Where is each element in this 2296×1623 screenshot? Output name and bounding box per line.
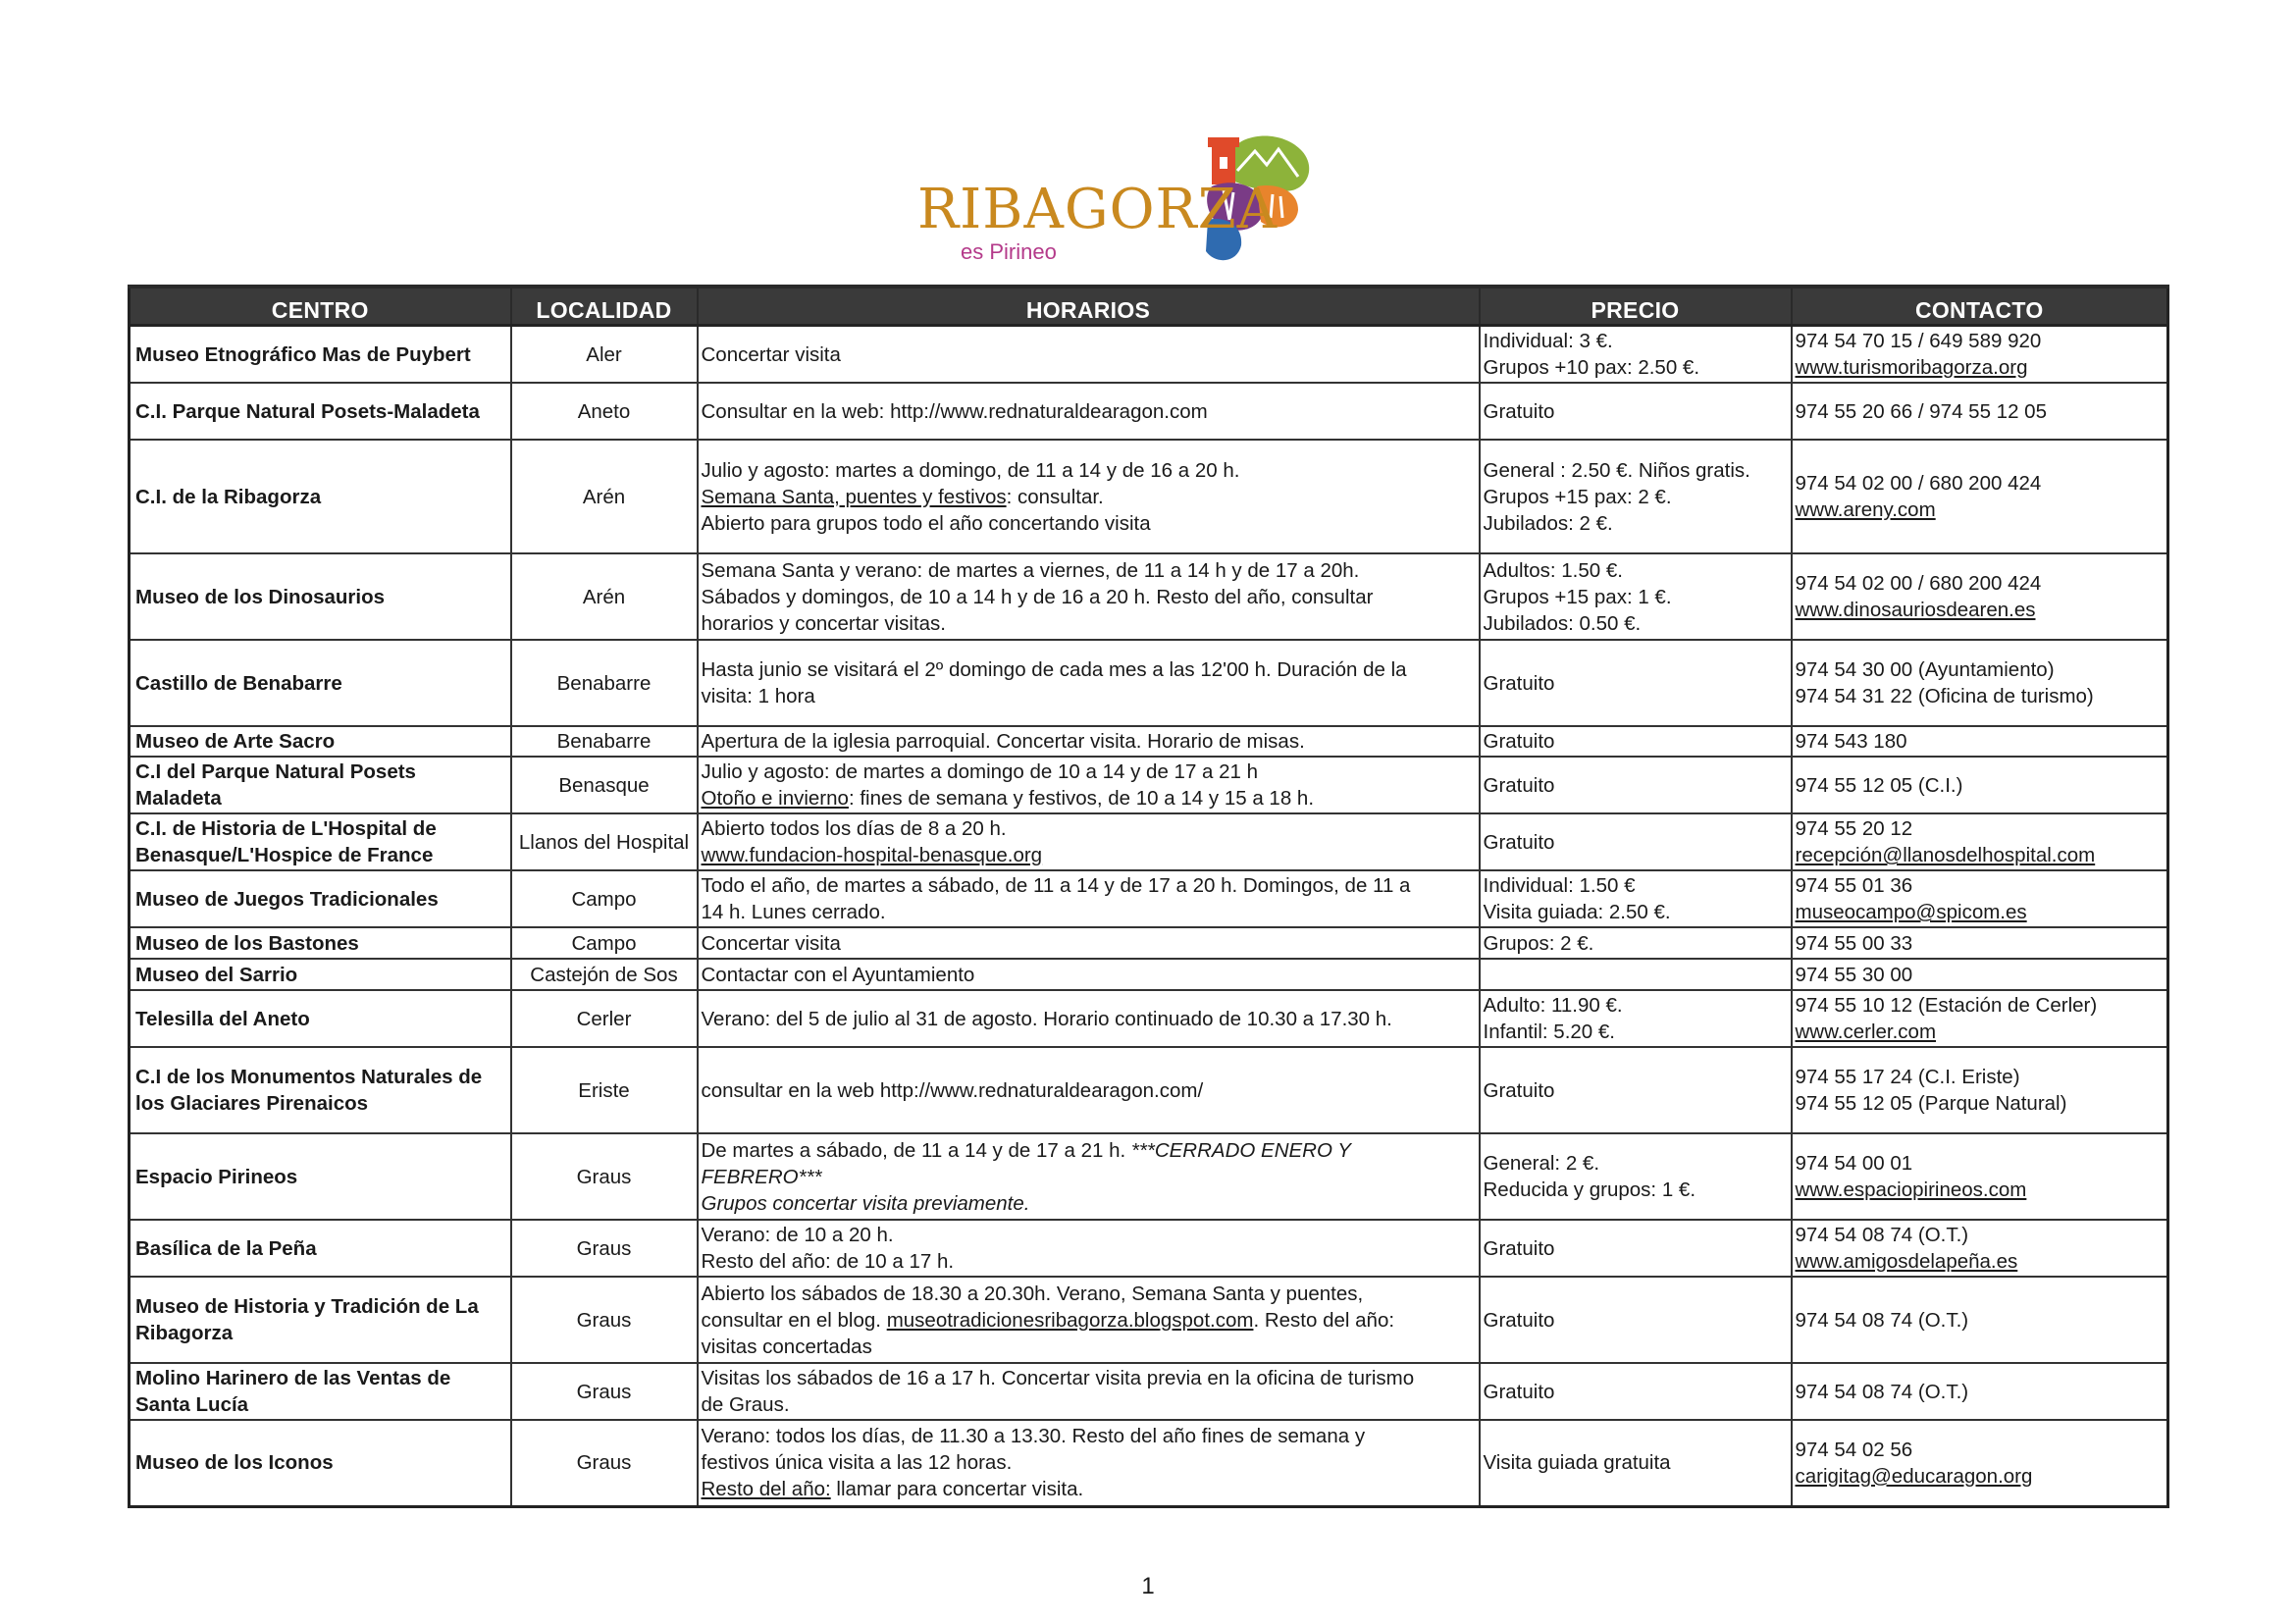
contacto-cell <box>1792 383 2168 440</box>
website-link[interactable]: www.espaciopirineos.com <box>1795 1178 2027 1201</box>
table-row <box>130 927 2168 959</box>
centro-cell: Museo del Sarrio <box>130 959 511 990</box>
centro-cell: Museo Etnográfico Mas de Puybert <box>130 326 511 384</box>
precio-line: Individual: 1.50 € <box>1483 874 1636 897</box>
precio-line: Visita guiada gratuita <box>1483 1451 1671 1475</box>
horarios-line: Apertura de la iglesia parroquial. Concertar visita. Horario de misas. <box>701 730 1305 753</box>
horarios-line: Todo el año, de martes a sábado, de 11 a 14 y de 17 a 20 h. Domingos, de 11 a <box>701 874 1411 897</box>
horarios-cell <box>698 1133 1480 1220</box>
website-link[interactable]: www.fundacion-hospital-benasque.org <box>701 844 1043 866</box>
localidad-cell: Aler <box>511 326 698 384</box>
contacto-cell <box>1792 927 2168 959</box>
precio-cell <box>1480 927 1792 959</box>
horarios-text: : fines de semana y festivos, de 10 a 14 y 15 a 18 h. <box>848 787 1315 810</box>
precio-cell <box>1480 959 1792 990</box>
localidad-cell: Benasque <box>511 757 698 813</box>
website-link[interactable]: www.amigosdelapeña.es <box>1795 1250 2018 1273</box>
precio-line: Gratuito <box>1483 773 1555 797</box>
contacto-cell <box>1792 640 2168 726</box>
localidad-cell: Arén <box>511 440 698 553</box>
underlined-text: Resto del año: <box>701 1478 831 1501</box>
localidad-cell: Eriste <box>511 1047 698 1133</box>
contacto-cell <box>1792 990 2168 1047</box>
page-number: 1 <box>1141 1573 1155 1599</box>
header-localidad: LOCALIDAD <box>511 287 698 326</box>
horarios-cell <box>698 1047 1480 1133</box>
centro-cell: Basílica de la Peña <box>130 1220 511 1277</box>
logo-brand-text: RIBAGORZA <box>917 178 1278 241</box>
localidad-cell: Graus <box>511 1277 698 1363</box>
centro-cell: C.I del Parque Natural Posets Maladeta <box>130 757 511 813</box>
horarios-cell <box>698 870 1480 927</box>
phone-text: 974 543 180 <box>1795 730 1907 753</box>
phone-text: 974 55 12 05 (C.I.) <box>1795 773 1963 797</box>
horarios-line: Abierto los sábados de 18.30 a 20.30h. Verano, Semana Santa y puentes, <box>701 1282 1364 1305</box>
horarios-line: Verano: todos los días, de 11.30 a 13.30. Resto del año fines de semana y <box>701 1425 1366 1448</box>
contacto-cell <box>1792 1133 2168 1220</box>
horarios-line: Contactar con el Ayuntamiento <box>701 963 975 986</box>
centro-cell: C.I. de la Ribagorza <box>130 440 511 553</box>
horarios-cell <box>698 383 1480 440</box>
blog-link[interactable]: museotradicionesribagorza.blogspot.com <box>886 1308 1254 1332</box>
email-link[interactable]: museocampo@spicom.es <box>1795 901 2027 923</box>
phone-text: 974 54 02 00 / 680 200 424 <box>1795 472 2042 495</box>
precio-line: General : 2.50 €. Niños gratis. <box>1483 458 1750 482</box>
centro-cell: Espacio Pirineos <box>130 1133 511 1220</box>
table-row <box>130 1220 2168 1277</box>
localidad-cell: Graus <box>511 1363 698 1420</box>
table-row <box>130 870 2168 927</box>
precio-cell <box>1480 1277 1792 1363</box>
table-row <box>130 813 2168 870</box>
precio-cell <box>1480 990 1792 1047</box>
phone-text: 974 55 00 33 <box>1795 931 1913 955</box>
table-row <box>130 640 2168 726</box>
centro-cell: Telesilla del Aneto <box>130 990 511 1047</box>
horarios-line <box>702 1476 1476 1502</box>
horarios-text: . Resto del año: <box>1253 1308 1395 1332</box>
localidad-cell: Aneto <box>511 383 698 440</box>
horarios-cell <box>698 640 1480 726</box>
contacto-cell <box>1792 440 2168 553</box>
localidad-cell: Graus <box>511 1220 698 1277</box>
precio-line: Gratuito <box>1483 730 1555 753</box>
centro-cell: Museo de los Bastones <box>130 927 511 959</box>
precio-line: Adultos: 1.50 €. <box>1483 558 1623 582</box>
phone-text: 974 54 00 01 <box>1795 1152 1913 1175</box>
precio-cell <box>1480 640 1792 726</box>
phone-text: 974 54 30 00 (Ayuntamiento) <box>1795 658 2055 681</box>
horarios-line: Concertar visita <box>701 342 841 366</box>
table-row <box>130 1277 2168 1363</box>
centro-cell: C.I. Parque Natural Posets-Maladeta <box>130 383 511 440</box>
ribagorza-logo <box>917 126 1330 273</box>
phone-text: 974 55 20 12 <box>1795 817 1913 840</box>
website-link[interactable]: www.areny.com <box>1795 498 1936 521</box>
horarios-text: : consultar. <box>1006 485 1104 508</box>
logo-tagline: es Pirineo <box>961 239 1057 264</box>
precio-line: Reducida y grupos: 1 €. <box>1483 1178 1696 1201</box>
horarios-line: Verano: de 10 a 20 h. <box>701 1224 894 1246</box>
centro-cell: Molino Harinero de las Ventas de Santa Lucía <box>130 1363 511 1420</box>
precio-cell <box>1480 1420 1792 1506</box>
header-horarios: HORARIOS <box>698 287 1480 326</box>
phone-text: 974 55 20 66 / 974 55 12 05 <box>1795 399 2047 423</box>
phone-text: 974 54 02 00 / 680 200 424 <box>1795 572 2042 595</box>
precio-line: Gratuito <box>1483 1308 1555 1332</box>
horarios-cell <box>698 1420 1480 1506</box>
horarios-line: Julio y agosto: de martes a domingo de 10 a 14 y de 17 a 21 h <box>701 760 1259 783</box>
horarios-cell <box>698 1363 1480 1420</box>
table-row <box>130 1420 2168 1506</box>
horarios-line <box>702 1137 1476 1164</box>
horarios-cell <box>698 959 1480 990</box>
horarios-line: Sábados y domingos, de 10 a 14 h y de 16 a 20 h. Resto del año, consultar <box>701 585 1374 608</box>
header-precio: PRECIO <box>1480 287 1792 326</box>
website-link[interactable]: www.turismoribagorza.org <box>1795 356 2028 379</box>
localidad-cell: Campo <box>511 927 698 959</box>
horarios-line: Concertar visita <box>701 931 841 955</box>
precio-cell <box>1480 813 1792 870</box>
horarios-text: consultar en el blog. <box>701 1308 887 1332</box>
precio-cell <box>1480 1220 1792 1277</box>
phone-text: 974 54 08 74 (O.T.) <box>1795 1224 1969 1246</box>
table-row <box>130 1363 2168 1420</box>
table-row <box>130 1133 2168 1220</box>
centro-cell: Castillo de Benabarre <box>130 640 511 726</box>
table-row <box>130 726 2168 757</box>
precio-line: Gratuito <box>1483 671 1555 695</box>
phone-text: 974 54 02 56 <box>1795 1438 1913 1461</box>
header-centro: CENTRO <box>130 287 511 326</box>
table-row <box>130 326 2168 384</box>
localidad-cell: Castejón de Sos <box>511 959 698 990</box>
centro-cell: C.I de los Monumentos Naturales de los Glaciares Pirenaicos <box>130 1047 511 1133</box>
table-header-row <box>130 287 2168 326</box>
precio-cell <box>1480 1363 1792 1420</box>
precio-line: Individual: 3 €. <box>1483 330 1613 352</box>
table-row <box>130 959 2168 990</box>
precio-line: General: 2 €. <box>1483 1152 1600 1175</box>
website-link[interactable]: www.cerler.com <box>1795 1021 1937 1043</box>
contacto-cell <box>1792 726 2168 757</box>
horarios-line: visitas concertadas <box>701 1335 872 1358</box>
precio-cell <box>1480 1133 1792 1220</box>
horarios-line: Resto del año: de 10 a 17 h. <box>701 1250 955 1273</box>
precio-line: Gratuito <box>1483 830 1555 854</box>
closure-notice: ***CERRADO ENERO Y <box>1130 1138 1351 1162</box>
contacto-cell <box>1792 959 2168 990</box>
horarios-line: visita: 1 hora <box>701 685 815 707</box>
closure-notice: FEBRERO*** <box>701 1165 822 1188</box>
horarios-cell <box>698 813 1480 870</box>
precio-cell <box>1480 726 1792 757</box>
precio-line: Visita guiada: 2.50 €. <box>1483 901 1671 923</box>
horarios-line: Visitas los sábados de 16 a 17 h. Concertar visita previa en la oficina de turismo <box>701 1367 1415 1389</box>
table-row <box>130 757 2168 813</box>
localidad-cell: Benabarre <box>511 726 698 757</box>
horarios-line: de Graus. <box>701 1393 790 1416</box>
precio-line: Infantil: 5.20 €. <box>1483 1021 1615 1043</box>
contacto-cell <box>1792 757 2168 813</box>
contacto-cell <box>1792 553 2168 640</box>
precio-line: Gratuito <box>1483 1380 1555 1403</box>
table-row <box>130 1047 2168 1133</box>
horarios-line: Grupos concertar visita previamente. <box>701 1191 1030 1215</box>
centro-cell: Museo de Juegos Tradicionales <box>130 870 511 927</box>
contacto-cell <box>1792 1277 2168 1363</box>
horarios-line: consultar en la web http://www.rednaturaldearagon.com/ <box>701 1078 1204 1102</box>
phone-text: 974 55 01 36 <box>1795 874 1913 897</box>
horarios-line <box>702 484 1476 510</box>
phone-text: 974 54 08 74 (O.T.) <box>1795 1308 1969 1332</box>
contacto-cell <box>1792 1363 2168 1420</box>
email-link[interactable]: recepción@llanosdelhospital.com <box>1795 844 2096 866</box>
phone-text: 974 54 31 22 (Oficina de turismo) <box>1795 685 2094 707</box>
phone-text: 974 54 08 74 (O.T.) <box>1795 1380 1969 1403</box>
contacto-cell <box>1792 870 2168 927</box>
precio-cell <box>1480 326 1792 384</box>
horarios-line: Abierto todos los días de 8 a 20 h. <box>701 817 1007 840</box>
precio-line: Jubilados: 0.50 €. <box>1483 611 1642 635</box>
phone-text: 974 55 17 24 (C.I. Eriste) <box>1795 1066 2020 1088</box>
table-row <box>130 553 2168 640</box>
horarios-text: De martes a sábado, de 11 a 14 y de 17 a 21 h. <box>701 1138 1131 1162</box>
precio-line: Gratuito <box>1483 399 1555 423</box>
localidad-cell: Arén <box>511 553 698 640</box>
horarios-cell <box>698 1220 1480 1277</box>
precio-line: Jubilados: 2 €. <box>1483 511 1613 535</box>
precio-cell <box>1480 757 1792 813</box>
horarios-line: festivos única visita a las 12 horas. <box>701 1451 1013 1475</box>
horarios-cell <box>698 553 1480 640</box>
phone-text: 974 55 12 05 (Parque Natural) <box>1795 1092 2067 1115</box>
underlined-text: Semana Santa, puentes y festivos <box>701 485 1007 508</box>
horarios-line: Abierto para grupos todo el año concertando visita <box>701 511 1151 535</box>
horarios-line: 14 h. Lunes cerrado. <box>701 901 886 923</box>
horarios-line: Verano: del 5 de julio al 31 de agosto. Horario continuado de 10.30 a 17.30 h. <box>701 1007 1392 1030</box>
precio-line: Adulto: 11.90 €. <box>1483 994 1623 1017</box>
horarios-cell <box>698 990 1480 1047</box>
horarios-cell <box>698 326 1480 384</box>
contacto-cell <box>1792 813 2168 870</box>
horarios-text: llamar para concertar visita. <box>830 1478 1084 1501</box>
precio-line: Grupos +15 pax: 1 €. <box>1483 585 1672 608</box>
precio-cell <box>1480 383 1792 440</box>
precio-line: Grupos +10 pax: 2.50 €. <box>1483 356 1700 379</box>
horarios-line: Consultar en la web: http://www.rednaturaldearagon.com <box>701 399 1208 423</box>
phone-text: 974 55 30 00 <box>1795 963 1913 986</box>
precio-line: Grupos: 2 €. <box>1483 931 1594 955</box>
precio-line: Grupos +15 pax: 2 €. <box>1483 485 1672 508</box>
localidad-cell: Campo <box>511 870 698 927</box>
centro-cell: Museo de Arte Sacro <box>130 726 511 757</box>
localidad-cell: Cerler <box>511 990 698 1047</box>
horarios-cell <box>698 757 1480 813</box>
horarios-cell <box>698 1277 1480 1363</box>
precio-line: Gratuito <box>1483 1078 1555 1102</box>
centro-cell: C.I. de Historia de L'Hospital de Benasque/L'Hospice de France <box>130 813 511 870</box>
horarios-cell <box>698 440 1480 553</box>
centro-cell: Museo de los Iconos <box>130 1420 511 1506</box>
email-link[interactable]: carigitag@educaragon.org <box>1795 1464 2033 1488</box>
contacto-cell <box>1792 1220 2168 1277</box>
horarios-line: Hasta junio se visitará el 2º domingo de cada mes a las 12'00 h. Duración de la <box>701 658 1407 681</box>
table-row <box>130 440 2168 553</box>
precio-cell <box>1480 870 1792 927</box>
precio-cell <box>1480 440 1792 553</box>
localidad-cell: Graus <box>511 1133 698 1220</box>
centers-table <box>128 285 2169 1508</box>
horarios-line <box>702 1307 1476 1334</box>
precio-cell <box>1480 1047 1792 1133</box>
website-link[interactable]: www.dinosauriosdearen.es <box>1795 599 2036 621</box>
phone-text: 974 54 70 15 / 649 589 920 <box>1795 330 2042 352</box>
centro-cell: Museo de los Dinosaurios <box>130 553 511 640</box>
centro-cell: Museo de Historia y Tradición de La Ribagorza <box>130 1277 511 1363</box>
localidad-cell: Llanos del Hospital <box>511 813 698 870</box>
horarios-cell <box>698 726 1480 757</box>
horarios-cell <box>698 927 1480 959</box>
table-row <box>130 990 2168 1047</box>
phone-text: 974 55 10 12 (Estación de Cerler) <box>1795 994 2098 1017</box>
header-contacto: CONTACTO <box>1792 287 2168 326</box>
underlined-text: Otoño e invierno <box>701 787 849 810</box>
contacto-cell <box>1792 1047 2168 1133</box>
contacto-cell <box>1792 1420 2168 1506</box>
horarios-line <box>702 785 1476 812</box>
table-row <box>130 383 2168 440</box>
horarios-line: Semana Santa y verano: de martes a viernes, de 11 a 14 h y de 17 a 20h. <box>701 558 1360 582</box>
precio-cell <box>1480 553 1792 640</box>
horarios-line: Julio y agosto: martes a domingo, de 11 a 14 y de 16 a 20 h. <box>701 458 1240 482</box>
localidad-cell: Benabarre <box>511 640 698 726</box>
contacto-cell <box>1792 326 2168 384</box>
horarios-line: horarios y concertar visitas. <box>701 611 947 635</box>
precio-line: Gratuito <box>1483 1236 1555 1260</box>
localidad-cell: Graus <box>511 1420 698 1506</box>
